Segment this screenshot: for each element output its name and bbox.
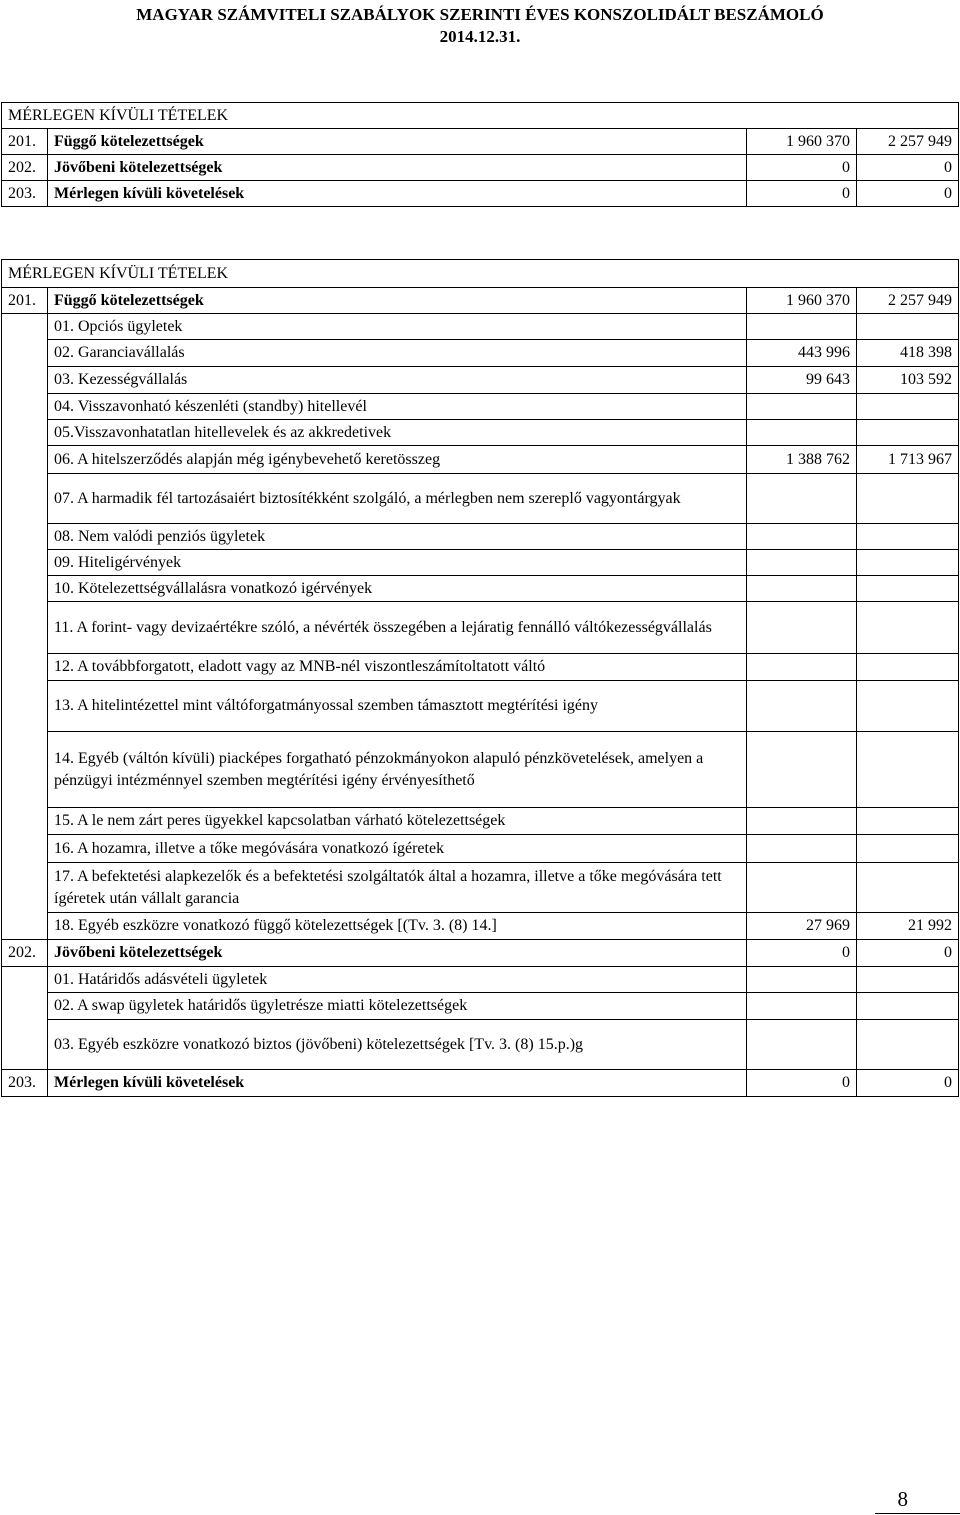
table-row: 14. Egyéb (váltón kívüli) piacképes forgatható pénzokmányokon alapuló pénzkövetelések, amelyen a pénzügyi intézménnyel szemben megtérítési igény érvényesíthető: [2, 732, 959, 808]
table-row: 04. Visszavonható készenléti (standby) hitellevél: [2, 394, 959, 420]
table-row: 05.Visszavonhatatlan hitellevelek és az akkredetivek: [2, 420, 959, 446]
table-row: 203. Mérlegen kívüli követelések 0 0: [2, 181, 959, 207]
table-row: 01. Opciós ügyletek: [2, 314, 959, 340]
table-row: 201. Függő kötelezettségek 1 960 370 2 257 949: [2, 288, 959, 314]
table-row: 201. Függő kötelezettségek 1 960 370 2 257 949: [2, 129, 959, 155]
page-number: 8: [897, 1487, 908, 1511]
table-row: 08. Nem valódi penziós ügyletek: [2, 524, 959, 550]
table-row: 10. Kötelezettségvállalásra vonatkozó igérvények: [2, 576, 959, 602]
table-row: 203. Mérlegen kívüli követelések 0 0: [2, 1070, 959, 1097]
table-row: 01. Határidős adásvételi ügyletek: [2, 967, 959, 993]
table-row: 202. Jövőbeni kötelezettségek 0 0: [2, 940, 959, 967]
table-row: 16. A hozamra, illetve a tőke megóvására vonatkozó ígéretek: [2, 835, 959, 863]
detail-table-title: MÉRLEGEN KÍVÜLI TÉTELEK: [2, 260, 959, 288]
table-row: 02. Garanciavállalás 443 996 418 398: [2, 340, 959, 367]
table-row: 03. Egyéb eszközre vonatkozó biztos (jövőbeni) kötelezettségek [Tv. 3. (8) 15.p.)g: [2, 1020, 959, 1070]
report-title: MAGYAR SZÁMVITELI SZABÁLYOK SZERINTI ÉVES KONSZOLIDÁLT BESZÁMOLÓ: [136, 5, 824, 24]
table-row: 12. A továbbforgatott, eladott vagy az MNB-nél viszontleszámítoltatott váltó: [2, 654, 959, 681]
table-row: 13. A hitelintézettel mint váltóforgatmányossal szemben támasztott megtérítési igény: [2, 681, 959, 732]
report-date: 2014.12.31.: [439, 27, 521, 46]
document-header: [0, 0, 960, 48]
table-row: 06. A hitelszerződés alapján még igénybevehető keretösszeg 1 388 762 1 713 967: [2, 446, 959, 474]
table-row: 11. A forint- vagy devizaértékre szóló, a névérték összegében a lejáratig fennálló váltókezességvállalás: [2, 602, 959, 654]
detail-table: [1, 259, 959, 1097]
table-row: 18. Egyéb eszközre vonatkozó függő kötelezettségek [(Tv. 3. (8) 14.] 27 969 21 992: [2, 913, 959, 940]
table-row: 15. A le nem zárt peres ügyekkel kapcsolatban várható kötelezettségek: [2, 808, 959, 835]
table-row: 03. Kezességvállalás 99 643 103 592: [2, 367, 959, 394]
table-row: 02. A swap ügyletek határidős ügyletrésze miatti kötelezettségek: [2, 993, 959, 1020]
summary-table-title: MÉRLEGEN KÍVÜLI TÉTELEK: [2, 103, 959, 129]
table-row: 17. A befektetési alapkezelők és a befektetési szolgáltatók által a hozamra, illetve a tőke megóvására tett ígéretek után vállalt garancia: [2, 863, 959, 913]
table-row: 07. A harmadik fél tartozásaiért biztosítékként szolgáló, a mérlegben nem szereplő vagyontárgyak: [2, 474, 959, 524]
table-row: 09. Hiteligérvények: [2, 550, 959, 576]
summary-table: [1, 102, 959, 207]
table-row: 202. Jövőbeni kötelezettségek 0 0: [2, 155, 959, 181]
page-number-rule: [875, 1513, 960, 1514]
